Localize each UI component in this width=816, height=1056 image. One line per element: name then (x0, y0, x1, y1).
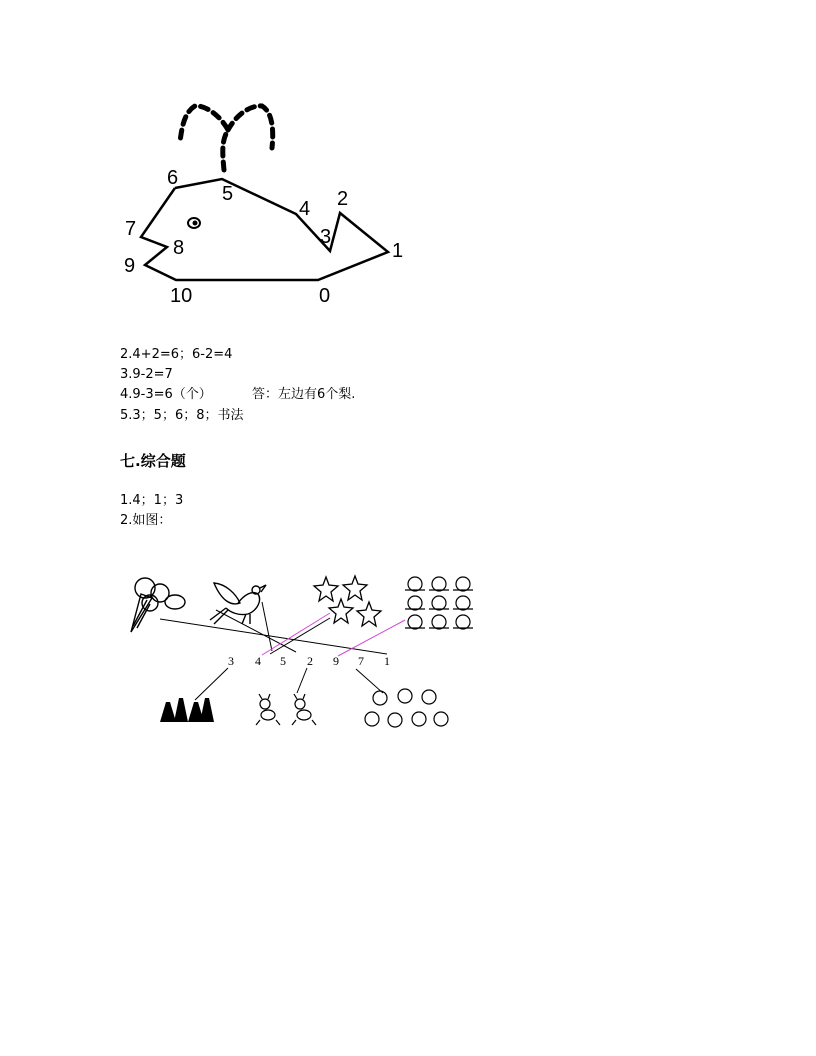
answer-line-4-calc: 4.9-3=6（个） (120, 387, 212, 402)
dot-label-2: 2 (337, 188, 349, 210)
match-number-2: 2 (307, 654, 313, 668)
match-number-1: 1 (384, 654, 390, 668)
bottles-picture (160, 698, 214, 722)
dot-label-7: 7 (125, 218, 137, 240)
dot-label-8: 8 (173, 237, 185, 259)
section-7-q1: 1.4；1；3 (120, 493, 184, 508)
match-number-3: 3 (228, 654, 234, 668)
stars-picture (314, 576, 381, 626)
bird-picture (210, 583, 266, 624)
dot-label-3: 3 (320, 226, 332, 248)
ice-cream-picture (131, 578, 185, 632)
match-lines (160, 602, 405, 700)
match-number-5: 5 (280, 654, 286, 668)
dot-label-9: 9 (124, 255, 136, 277)
answer-line-3: 3.9-2=7 (120, 367, 173, 382)
dot-label-10: 10 (170, 285, 193, 307)
match-number-4: 4 (255, 654, 261, 668)
answer-line-5: 5.3；5；6；8；书法 (120, 408, 244, 423)
dot-label-1: 1 (392, 240, 404, 262)
apples-picture (365, 689, 448, 727)
dot-label-4: 4 (299, 198, 311, 220)
dot-label-0: 0 (319, 285, 331, 307)
dot-label-6: 6 (167, 167, 179, 189)
match-number-7: 7 (358, 654, 364, 668)
dot-label-5: 5 (222, 183, 234, 205)
match-number-9: 9 (333, 654, 339, 668)
peaches-picture (405, 577, 473, 629)
ants-picture (256, 694, 316, 725)
answer-line-2: 2.4+2=6；6-2=4 (120, 347, 233, 362)
section-7-title: 七.综合题 (120, 452, 186, 470)
section-7-q2: 2.如图： (120, 513, 172, 528)
answer-line-4-answer: 答：左边有6个梨. (252, 387, 356, 402)
